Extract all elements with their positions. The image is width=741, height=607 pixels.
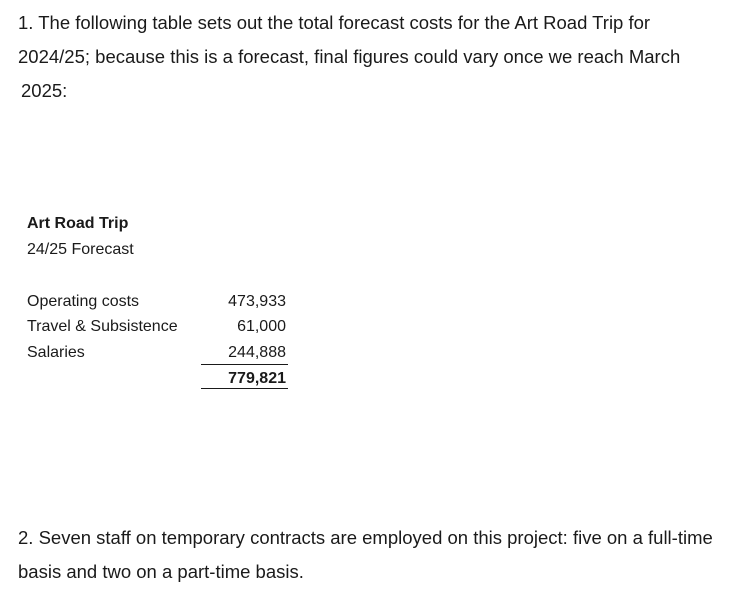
- total-rule-top: [201, 364, 288, 365]
- row-amount: 473,933: [228, 293, 286, 310]
- row-label: Salaries: [27, 344, 85, 361]
- paragraph-line: basis and two on a part-time basis.: [18, 561, 304, 582]
- paragraph-line: 1. The following table sets out the total forecast costs for the Art Road Trip for: [18, 12, 651, 33]
- table-title: Art Road Trip: [27, 215, 129, 232]
- paragraph-line: 2025:: [21, 80, 68, 101]
- table-subtitle: 24/25 Forecast: [27, 241, 134, 258]
- row-amount: 61,000: [237, 318, 286, 335]
- table-row: [27, 340, 287, 365]
- table-row: [27, 289, 287, 314]
- row-amount: 244,888: [228, 344, 286, 361]
- paragraph-line: 2. Seven staff on temporary contracts are employed on this project: five on a full-time: [18, 527, 713, 548]
- table-row: [27, 314, 287, 339]
- paragraph-staff: [18, 521, 713, 589]
- total-rule-bottom: [201, 388, 288, 389]
- row-label: Travel & Subsistence: [27, 318, 178, 335]
- paragraph-forecast-intro: [18, 6, 680, 108]
- total-amount: 779,821: [228, 370, 286, 387]
- paragraph-line: 2024/25; because this is a forecast, final figures could vary once we reach March: [18, 46, 681, 67]
- row-label: Operating costs: [27, 293, 140, 310]
